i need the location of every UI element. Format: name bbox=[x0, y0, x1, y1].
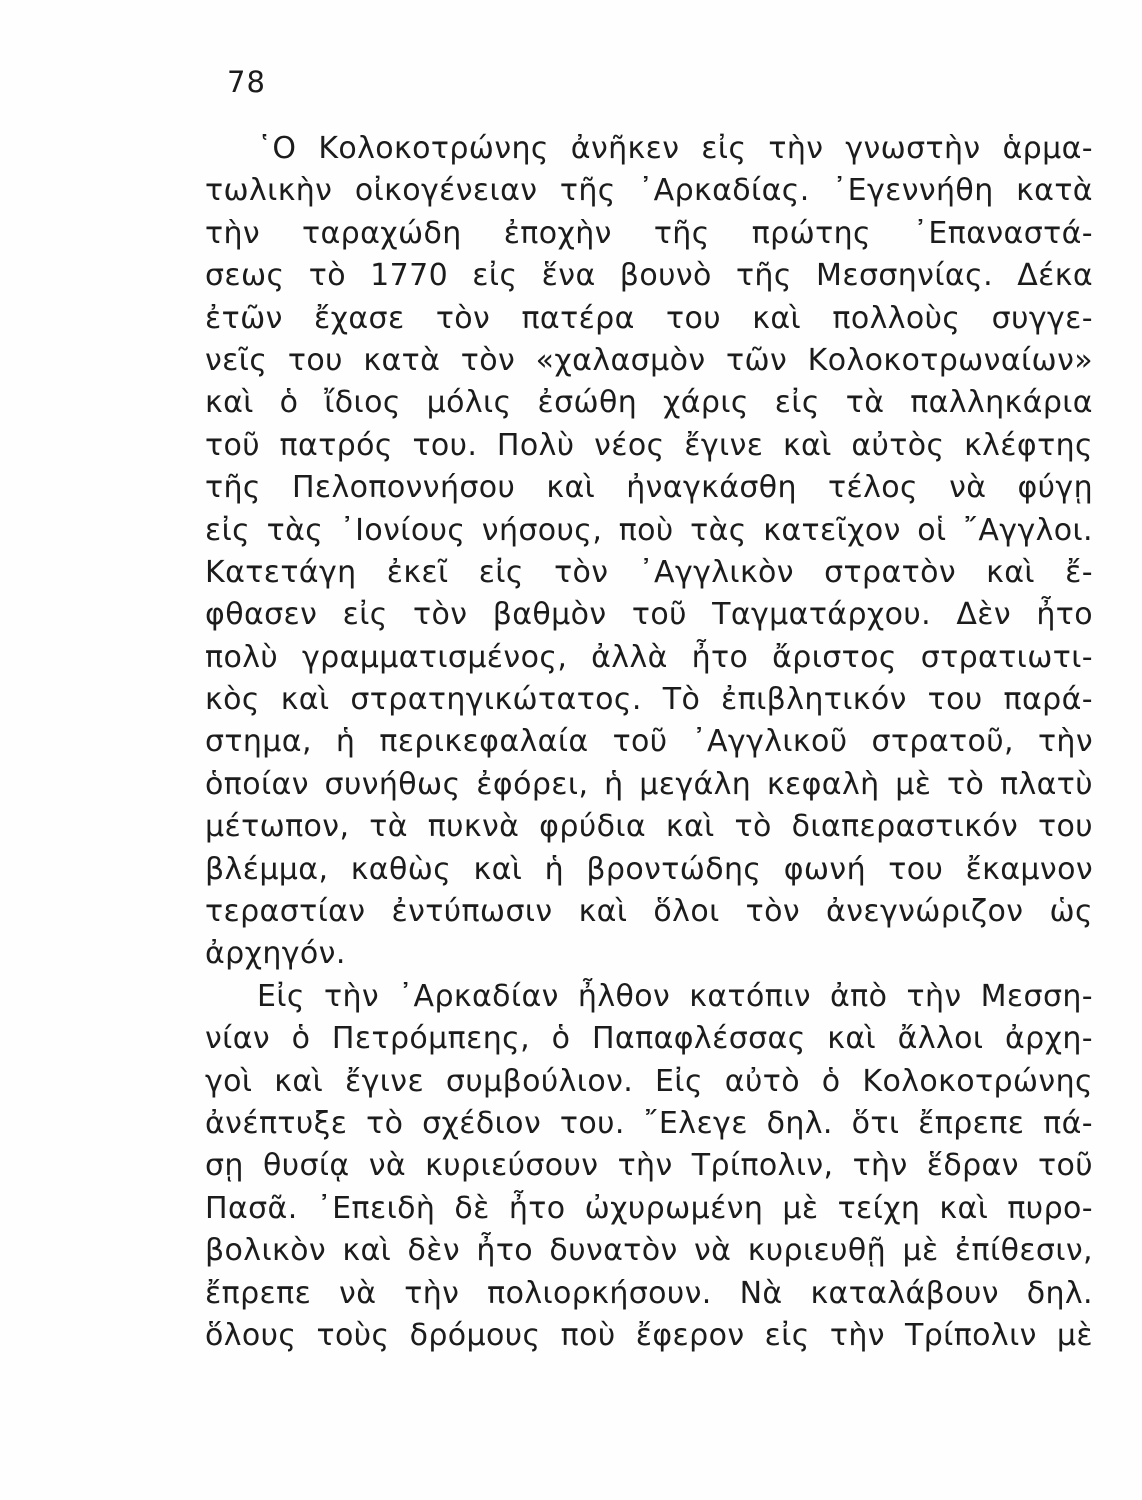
text-line: βλέμμα, καθὼς καὶ ἡ βροντώδης φωνή του ἔκαμνον bbox=[205, 851, 1093, 887]
text-line: Πασᾶ. ᾿Επειδὴ δὲ ἦτο ὠχυρωμένη μὲ τείχη καὶ πυρο- bbox=[205, 1190, 1093, 1226]
body-text bbox=[205, 128, 1093, 1357]
text-line: νίαν ὁ Πετρόμπεης, ὁ Παπαφλέσσας καὶ ἄλλοι ἀρχη- bbox=[205, 1021, 1093, 1057]
text-line: σεως τὸ 1770 εἰς ἕνα βουνὸ τῆς Μεσσηνίας. Δέκα bbox=[205, 258, 1093, 294]
text-line: βολικὸν καὶ δὲν ἦτο δυνατὸν νὰ κυριευθῇ μὲ ἐπίθεσιν, bbox=[205, 1233, 1093, 1269]
text-line: τωλικὴν οἰκογένειαν τῆς ᾿Αρκαδίας. ᾿Εγεννήθη κατὰ bbox=[205, 173, 1093, 209]
text-line: νεῖς του κατὰ τὸν «χαλασμὸν τῶν Κολοκοτρωναίων» bbox=[205, 342, 1093, 378]
text-line: τοῦ πατρός του. Πολὺ νέος ἔγινε καὶ αὐτὸς κλέφτης bbox=[205, 427, 1093, 463]
text-line: γοὶ καὶ ἔγινε συμβούλιον. Εἰς αὐτὸ ὁ Κολοκοτρώνης bbox=[205, 1063, 1093, 1099]
page-number: 78 bbox=[227, 65, 266, 99]
text-line: μέτωπον, τὰ πυκνὰ φρύδια καὶ τὸ διαπεραστικόν του bbox=[205, 809, 1093, 845]
text-line: ἐτῶν ἔχασε τὸν πατέρα του καὶ πολλοὺς συγγε- bbox=[205, 300, 1093, 336]
text-line: στημα, ἡ περικεφαλαία τοῦ ᾿Αγγλικοῦ στρατοῦ, τὴν bbox=[205, 724, 1093, 760]
text-line: ὅλους τοὺς δρόμους ποὺ ἔφερον εἰς τὴν Τρίπολιν μὲ bbox=[205, 1317, 1093, 1353]
text-line: Κατετάγη ἐκεῖ εἰς τὸν ᾿Αγγλικὸν στρατὸν καὶ ἔ- bbox=[205, 554, 1093, 590]
text-line: πολὺ γραμματισμένος, ἀλλὰ ἦτο ἄριστος στρατιωτι- bbox=[205, 639, 1093, 675]
text-line: φθασεν εἰς τὸν βαθμὸν τοῦ Ταγματάρχου. Δὲν ἦτο bbox=[205, 597, 1093, 633]
paragraph-2 bbox=[205, 976, 1093, 1358]
text-line: ἀνέπτυξε τὸ σχέδιον του. ῎Ελεγε δηλ. ὅτι ἔπρεπε πά- bbox=[205, 1105, 1093, 1141]
text-line: ὁποίαν συνήθως ἐφόρει, ἡ μεγάλη κεφαλὴ μὲ τὸ πλατὺ bbox=[205, 766, 1093, 802]
text-line: καὶ ὁ ἴδιος μόλις ἐσώθη χάρις εἰς τὰ παλληκάρια bbox=[205, 385, 1093, 421]
text-line: τὴν ταραχώδη ἐποχὴν τῆς πρώτης ᾿Επαναστά- bbox=[205, 215, 1093, 251]
text-line: ἔπρεπε νὰ τὴν πολιορκήσουν. Νὰ καταλάβουν δηλ. bbox=[205, 1275, 1093, 1311]
text-line: κὸς καὶ στρατηγικώτατος. Τὸ ἐπιβλητικόν του παρά- bbox=[205, 682, 1093, 718]
text-line: ἀρχηγόν. bbox=[205, 936, 346, 972]
text-line: σῃ θυσίᾳ νὰ κυριεύσουν τὴν Τρίπολιν, τὴν ἕδραν τοῦ bbox=[205, 1148, 1093, 1184]
text-line: εἰς τὰς ᾿Ιονίους νήσους, ποὺ τὰς κατεῖχον οἱ ῎Αγγλοι. bbox=[205, 512, 1093, 548]
text-line: Εἰς τὴν ᾿Αρκαδίαν ἦλθον κατόπιν ἀπὸ τὴν Μεσση- bbox=[257, 978, 1093, 1014]
text-line: τῆς Πελοποννήσου καὶ ἠναγκάσθη τέλος νὰ φύγῃ bbox=[205, 470, 1093, 506]
text-line: τεραστίαν ἐντύπωσιν καὶ ὅλοι τὸν ἀνεγνώριζον ὡς bbox=[205, 894, 1093, 930]
text-line: ῾Ο Κολοκοτρώνης ἀνῆκεν εἰς τὴν γνωστὴν ἁρμα- bbox=[257, 131, 1093, 166]
paragraph-1 bbox=[205, 128, 1093, 976]
